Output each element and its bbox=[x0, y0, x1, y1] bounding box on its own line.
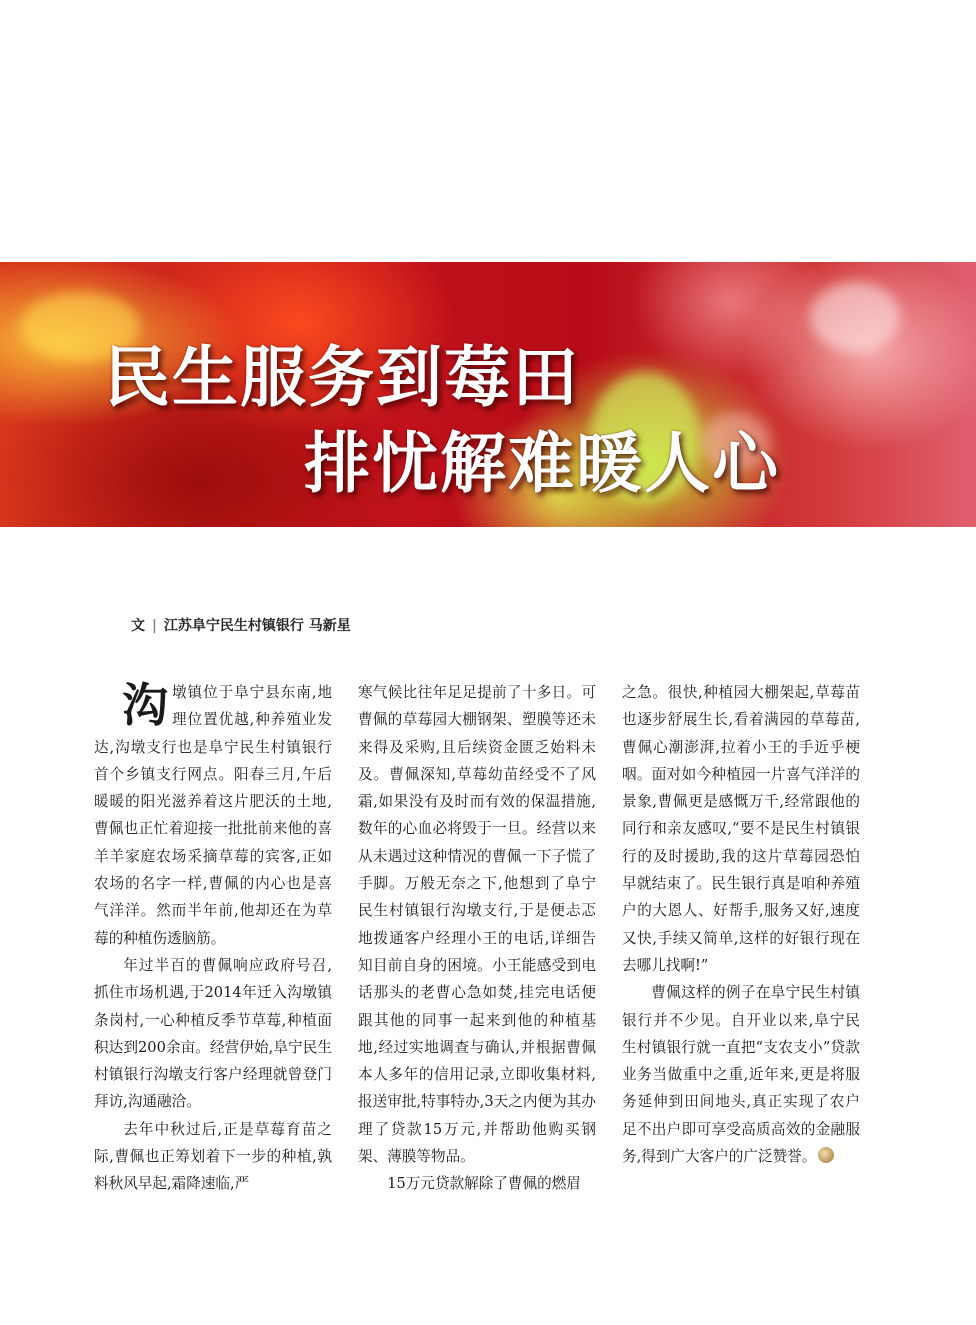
byline-prefix: 文 bbox=[131, 618, 145, 634]
paragraph bbox=[622, 979, 860, 1170]
paragraph: 之急。很快,种植园大棚架起,草莓苗也逐步舒展生长,看着满园的草莓苗,曹佩心潮澎湃,拉着小王的手近乎梗咽。面对如今种植园一片喜气洋洋的景象,曹佩更是感慨万千,经常跟他的同行和亲友感叹,“要不是民生村镇银行的及时援助,我的这片草莓园恐怕早就结束了。民生银行真是咱种养殖户的大恩人、好帮手,服务又好,速度又快,手续又简单,这样的好银行现在去哪儿找啊!” bbox=[622, 684, 860, 974]
paragraph-text: 曹佩这样的例子在阜宁民生村镇银行并不少见。自开业以来,阜宁民生村镇银行就一直把“支农支小”贷款业务当做重中之重,近年来,更是将服务延伸到田间地头,真正实现了农户足不出户即可享受高质高效的金融服务,得到广大客户的广泛赞誉。 bbox=[622, 984, 860, 1166]
paragraph: 15万元贷款解除了曹佩的燃眉 bbox=[387, 1175, 581, 1193]
paragraph: 去年中秋过后,正是草莓育苗之际,曹佩也正筹划着下一步的种植,孰料秋风早起,霜降速临,严 bbox=[94, 1120, 332, 1193]
bokeh-blob bbox=[810, 282, 900, 352]
article-column-3 bbox=[622, 679, 860, 1170]
paragraph: 年过半百的曹佩响应政府号召,抓住市场机遇,于2014年迁入沟墩镇条岗村,一心种植反季节草莓,种植面积达到200余亩。经营伊始,阜宁民生村镇银行沟墩支行客户经理就曾登门拜访,沟通融洽。 bbox=[94, 956, 332, 1111]
article-column-2 bbox=[358, 679, 596, 1198]
paragraph bbox=[94, 679, 332, 952]
article-column-1 bbox=[94, 679, 332, 1198]
title-line-2: 排忧解难暖人心 bbox=[304, 425, 780, 502]
byline-author: 江苏阜宁民生村镇银行 马新星 bbox=[163, 618, 351, 634]
header-banner bbox=[0, 262, 976, 527]
paragraph: 寒气候比往年足足提前了十多日。可曹佩的草莓园大棚钢架、塑膜等还未来得及采购,且后续资金匮乏始料未及。曹佩深知,草莓幼苗经受不了风霜,如果没有及时而有效的保温措施,数年的心血必将毁于一旦。经营以来从未遇过这种情况的曹佩一下子慌了手脚。万般无奈之下,他想到了阜宁民生村镇银行沟墩支行,于是便忐忑地拨通客户经理小王的电话,详细告知目前自身的困境。小王能感受到电话那头的老曹心急如焚,挂完电话便跟其他的同事一起来到他的种植基地,经过实地调查与确认,并根据曹佩本人多年的信用记录,立即收集材料,报送审批,特事特办,3天之内便为其办理了贷款15万元,并帮助他购买钢架、薄膜等物品。 bbox=[358, 684, 596, 1166]
title-line-1: 民生服务到莓田 bbox=[104, 339, 580, 416]
byline-separator: | bbox=[151, 618, 157, 634]
byline bbox=[131, 615, 351, 635]
drop-cap: 沟 bbox=[122, 678, 168, 732]
end-mark-icon bbox=[818, 1147, 834, 1163]
paragraph-text: 墩镇位于阜宁县东南,地理位置优越,种养殖业发达,沟墩支行也是阜宁民生村镇银行首个乡镇支行网点。阳春三月,午后暖暖的阳光滋养着这片肥沃的土地,曹佩也正忙着迎接一批批前来他的喜羊羊家庭农场采摘草莓的宾客,正如农场的名字一样,曹佩的内心也是喜气洋洋。然而半年前,他却还在为草莓的种植伤透脑筋。 bbox=[94, 684, 332, 947]
